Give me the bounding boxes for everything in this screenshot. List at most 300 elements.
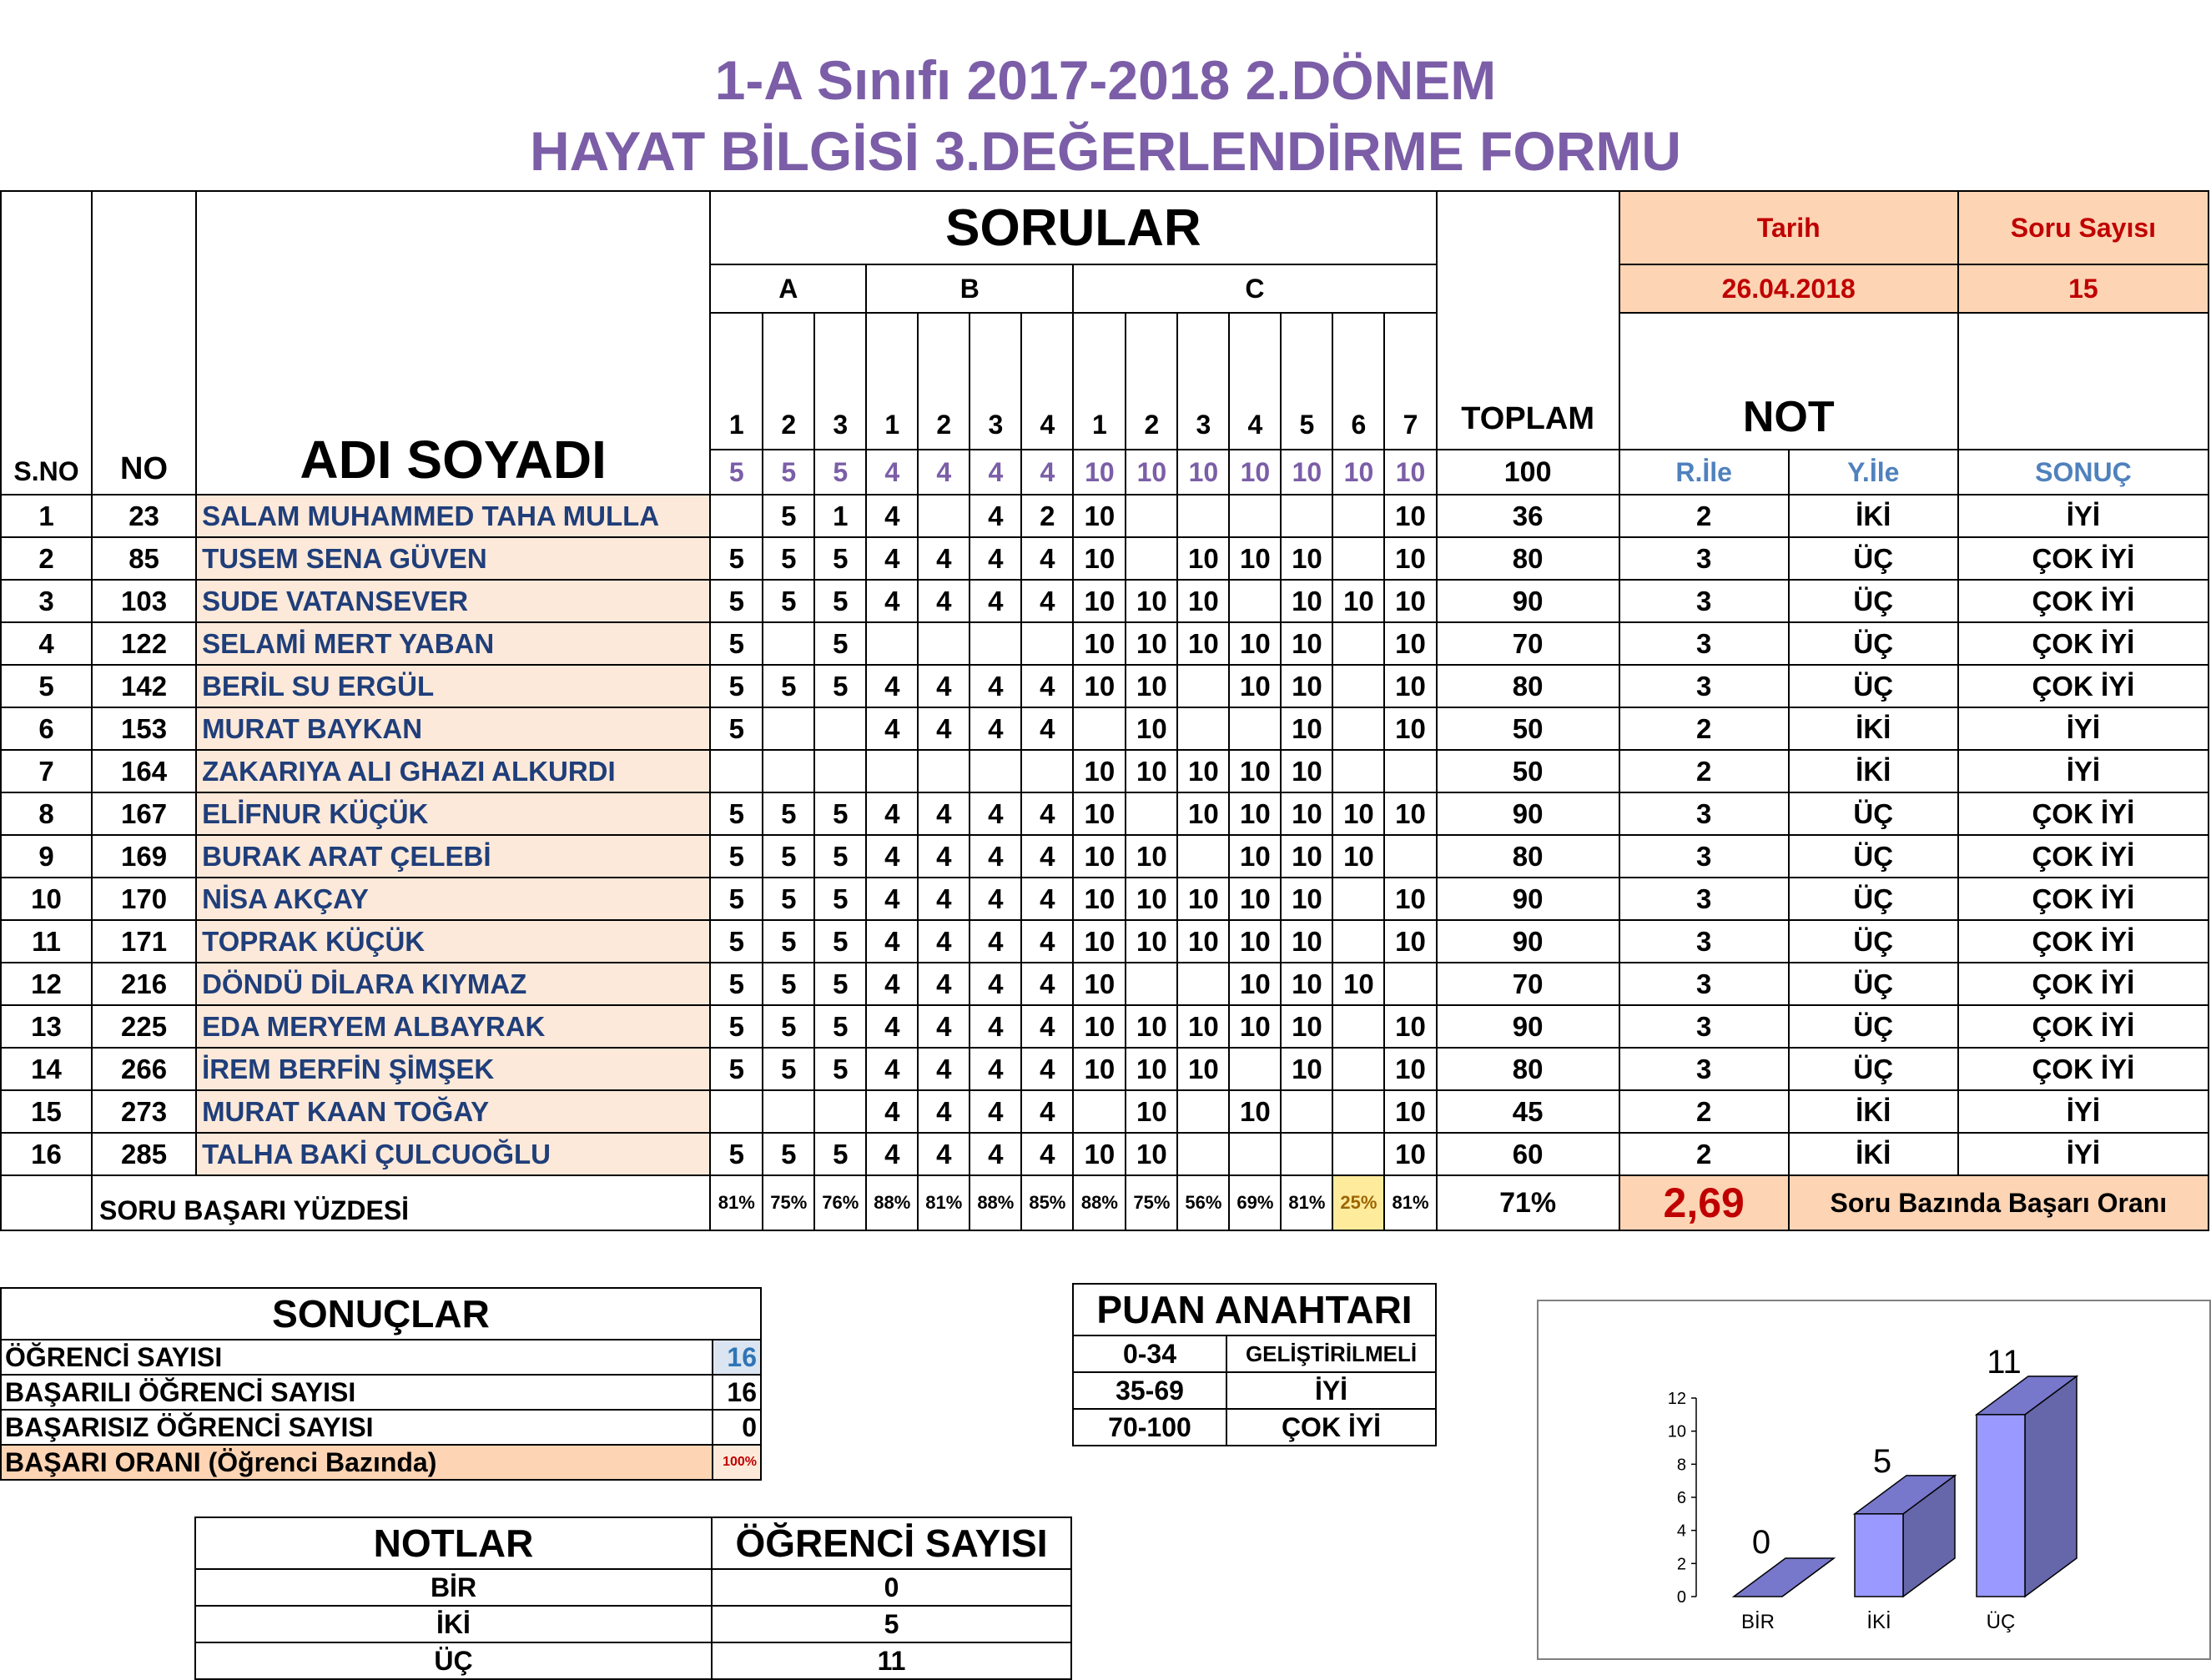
student-name: BURAK ARAT ÇELEBİ (196, 835, 710, 878)
category-label: BİR (1740, 1611, 1775, 1633)
student-score: 5 (814, 1005, 866, 1048)
student-sonuc: ÇOK İYİ (1958, 537, 2208, 580)
header-not: NOT (1619, 313, 1958, 450)
question-success-percent: 88% (866, 1175, 918, 1230)
student-score: 4 (918, 963, 970, 1005)
student-no: 285 (92, 1133, 196, 1175)
student-score: 5 (710, 920, 763, 963)
student-score (1177, 707, 1229, 750)
student-score: 10 (1126, 1133, 1177, 1175)
student-score (1281, 1133, 1332, 1175)
student-score: 10 (1384, 1133, 1436, 1175)
student-score: 4 (866, 963, 918, 1005)
student-name: SELAMİ MERT YABAN (196, 622, 710, 665)
student-row (1, 1048, 2208, 1090)
student-name: İREM BERFİN ŞİMŞEK (196, 1048, 710, 1090)
question-success-percent: 81% (918, 1175, 970, 1230)
student-rile: 3 (1619, 835, 1789, 878)
student-score: 4 (1021, 1005, 1073, 1048)
student-score (710, 1090, 763, 1133)
student-score (1332, 665, 1384, 707)
student-score: 5 (710, 537, 763, 580)
score-key-row (1073, 1409, 1436, 1446)
question-group-a: A (710, 264, 866, 313)
student-no: 216 (92, 963, 196, 1005)
student-score: 4 (866, 1048, 918, 1090)
student-rile: 3 (1619, 580, 1789, 622)
student-score: 4 (918, 537, 970, 580)
student-rile: 2 (1619, 495, 1789, 537)
results-label: BAŞARISIZ ÖĞRENCİ SAYISI (1, 1410, 713, 1445)
student-score: 5 (710, 622, 763, 665)
student-score: 10 (1281, 1048, 1332, 1090)
student-sno: 12 (1, 963, 92, 1005)
student-score: 10 (1281, 792, 1332, 835)
question-number: 2 (763, 313, 814, 450)
student-score: 4 (970, 792, 1021, 835)
student-score: 10 (1229, 750, 1281, 792)
student-score: 10 (1073, 622, 1126, 665)
student-rile: 2 (1619, 1133, 1789, 1175)
student-total: 80 (1437, 537, 1619, 580)
student-score (1177, 1133, 1229, 1175)
question-points: 4 (970, 450, 1021, 495)
student-score: 10 (1073, 878, 1126, 920)
student-sonuc: ÇOK İYİ (1958, 1005, 2208, 1048)
student-score (866, 750, 918, 792)
student-total: 70 (1437, 622, 1619, 665)
student-score: 5 (763, 537, 814, 580)
grade-count: 5 (712, 1606, 1071, 1642)
results-row (1, 1445, 761, 1480)
y-tick-label: 8 (1676, 1456, 1686, 1475)
student-rile: 3 (1619, 537, 1789, 580)
student-score: 4 (1021, 792, 1073, 835)
student-score: 5 (710, 878, 763, 920)
student-score: 5 (763, 1133, 814, 1175)
tarih-value: 26.04.2018 (1619, 264, 1958, 313)
student-score (763, 707, 814, 750)
student-score: 5 (763, 878, 814, 920)
student-score: 10 (1384, 495, 1436, 537)
student-score: 5 (763, 920, 814, 963)
student-score: 5 (710, 1005, 763, 1048)
grades-row (195, 1642, 1071, 1679)
student-score: 10 (1073, 580, 1126, 622)
student-row (1, 835, 2208, 878)
student-score: 4 (1021, 1048, 1073, 1090)
question-number: 4 (1021, 313, 1073, 450)
student-score: 5 (763, 835, 814, 878)
student-no: 103 (92, 580, 196, 622)
student-score (918, 750, 970, 792)
student-score: 10 (1177, 1048, 1229, 1090)
student-score: 4 (970, 580, 1021, 622)
student-score: 5 (710, 835, 763, 878)
results-title: SONUÇLAR (1, 1288, 761, 1340)
student-score: 10 (1073, 537, 1126, 580)
student-score: 4 (866, 878, 918, 920)
student-total: 50 (1437, 750, 1619, 792)
student-no: 170 (92, 878, 196, 920)
student-row (1, 622, 2208, 665)
header-toplam: TOPLAM (1437, 191, 1619, 450)
student-rile: 2 (1619, 707, 1789, 750)
question-number: 6 (1332, 313, 1384, 450)
student-score: 10 (1229, 920, 1281, 963)
student-score: 10 (1384, 920, 1436, 963)
student-no: 171 (92, 920, 196, 963)
student-score: 10 (1384, 580, 1436, 622)
question-number: 2 (918, 313, 970, 450)
results-label: BAŞARI ORANI (Öğrenci Bazında) (1, 1445, 713, 1480)
grades-header-count: ÖĞRENCİ SAYISI (712, 1517, 1071, 1569)
student-score: 5 (814, 878, 866, 920)
student-score: 4 (918, 835, 970, 878)
student-no: 169 (92, 835, 196, 878)
student-score: 4 (970, 537, 1021, 580)
student-score: 10 (1126, 835, 1177, 878)
student-score (1332, 1048, 1384, 1090)
question-points: 10 (1229, 450, 1281, 495)
student-score: 10 (1229, 665, 1281, 707)
student-rile: 3 (1619, 878, 1789, 920)
student-yile: ÜÇ (1789, 580, 1958, 622)
student-sno: 16 (1, 1133, 92, 1175)
student-score: 4 (970, 707, 1021, 750)
student-score: 10 (1229, 792, 1281, 835)
question-points: 4 (866, 450, 918, 495)
header-soru-sayisi: Soru Sayısı (1958, 191, 2208, 264)
student-yile: ÜÇ (1789, 1048, 1958, 1090)
student-row (1, 1133, 2208, 1175)
student-score (814, 1090, 866, 1133)
student-score: 4 (970, 920, 1021, 963)
student-score: 4 (866, 792, 918, 835)
header-sonuc: SONUÇ (1958, 450, 2208, 495)
grades-row (195, 1606, 1071, 1642)
student-sonuc: İYİ (1958, 1133, 2208, 1175)
student-row (1, 665, 2208, 707)
results-row (1, 1375, 761, 1410)
student-name: ELİFNUR KÜÇÜK (196, 792, 710, 835)
header-tarih: Tarih (1619, 191, 1958, 264)
student-score: 4 (918, 580, 970, 622)
student-score: 5 (814, 920, 866, 963)
student-score: 4 (866, 1090, 918, 1133)
student-sno: 7 (1, 750, 92, 792)
student-rile: 3 (1619, 792, 1789, 835)
student-sno: 9 (1, 835, 92, 878)
student-score: 4 (866, 920, 918, 963)
student-name: NİSA AKÇAY (196, 878, 710, 920)
student-score (866, 622, 918, 665)
student-score: 5 (763, 963, 814, 1005)
y-tick-label: 4 (1676, 1522, 1686, 1541)
header-yile: Y.İle (1789, 450, 1958, 495)
student-name: TALHA BAKİ ÇULCUOĞLU (196, 1133, 710, 1175)
student-score: 5 (814, 622, 866, 665)
student-score: 10 (1384, 792, 1436, 835)
student-score: 1 (814, 495, 866, 537)
student-score: 10 (1126, 750, 1177, 792)
student-sonuc: ÇOK İYİ (1958, 622, 2208, 665)
score-key-label: GELİŞTİRİLMELİ (1226, 1335, 1436, 1372)
student-yile: İKİ (1789, 707, 1958, 750)
student-sno: 14 (1, 1048, 92, 1090)
student-score: 10 (1126, 1090, 1177, 1133)
student-score (1384, 835, 1436, 878)
bar-value-label: 5 (1872, 1442, 1892, 1480)
student-score (918, 622, 970, 665)
student-score: 4 (970, 1133, 1021, 1175)
student-score: 10 (1126, 1005, 1177, 1048)
student-score: 4 (970, 1090, 1021, 1133)
score-key-range: 35-69 (1073, 1372, 1226, 1409)
average-grade-label: Soru Bazında Başarı Oranı (1789, 1175, 2208, 1230)
student-no: 225 (92, 1005, 196, 1048)
student-score (1281, 495, 1332, 537)
student-name: ZAKARIYA ALI GHAZI ALKURDI (196, 750, 710, 792)
y-tick-label: 2 (1676, 1555, 1686, 1574)
score-key-label: ÇOK İYİ (1226, 1409, 1436, 1446)
student-row (1, 1090, 2208, 1133)
student-score: 10 (1281, 707, 1332, 750)
student-score: 10 (1073, 750, 1126, 792)
student-total: 60 (1437, 1133, 1619, 1175)
student-score (970, 750, 1021, 792)
student-score: 10 (1126, 920, 1177, 963)
student-no: 23 (92, 495, 196, 537)
student-total: 80 (1437, 1048, 1619, 1090)
student-score: 10 (1384, 1005, 1436, 1048)
student-sonuc: ÇOK İYİ (1958, 792, 2208, 835)
student-score (1384, 750, 1436, 792)
student-yile: ÜÇ (1789, 622, 1958, 665)
student-rile: 3 (1619, 665, 1789, 707)
results-value: 16 (713, 1340, 761, 1375)
student-score: 4 (1021, 835, 1073, 878)
student-score (1177, 963, 1229, 1005)
student-name: BERİL SU ERGÜL (196, 665, 710, 707)
student-score: 4 (866, 580, 918, 622)
student-yile: İKİ (1789, 1090, 1958, 1133)
category-label: İKİ (1866, 1611, 1891, 1633)
score-key-row (1073, 1372, 1436, 1409)
student-score: 10 (1073, 1005, 1126, 1048)
grade-label: ÜÇ (195, 1642, 712, 1679)
question-number: 1 (710, 313, 763, 450)
student-score: 4 (866, 537, 918, 580)
student-row (1, 537, 2208, 580)
student-score: 4 (1021, 707, 1073, 750)
student-score: 5 (763, 580, 814, 622)
student-score (1384, 963, 1436, 1005)
student-sno: 11 (1, 920, 92, 963)
student-score: 10 (1126, 665, 1177, 707)
student-score (1021, 622, 1073, 665)
student-score: 10 (1073, 963, 1126, 1005)
score-key-range: 70-100 (1073, 1409, 1226, 1446)
student-row (1, 792, 2208, 835)
student-score: 10 (1384, 1090, 1436, 1133)
results-label: ÖĞRENCİ SAYISI (1, 1340, 713, 1375)
category-label: ÜÇ (1986, 1611, 2016, 1633)
student-row (1, 878, 2208, 920)
question-number: 3 (1177, 313, 1229, 450)
student-score: 10 (1126, 580, 1177, 622)
results-row (1, 1340, 761, 1375)
question-success-percent: 81% (1281, 1175, 1332, 1230)
student-score: 4 (1021, 1090, 1073, 1133)
score-key-table (1072, 1283, 1437, 1446)
student-score: 10 (1281, 665, 1332, 707)
score-key-row (1073, 1335, 1436, 1372)
student-row (1, 495, 2208, 537)
student-score: 5 (814, 665, 866, 707)
grade-table (0, 190, 2209, 1231)
question-points: 4 (918, 450, 970, 495)
student-score: 2 (1021, 495, 1073, 537)
student-score: 10 (1229, 878, 1281, 920)
student-score: 5 (710, 1133, 763, 1175)
question-success-percent: 85% (1021, 1175, 1073, 1230)
student-score: 10 (1281, 835, 1332, 878)
student-yile: İKİ (1789, 750, 1958, 792)
question-success-percent: 76% (814, 1175, 866, 1230)
question-success-percent: 88% (970, 1175, 1021, 1230)
y-tick-label: 6 (1676, 1489, 1686, 1507)
student-name: EDA MERYEM ALBAYRAK (196, 1005, 710, 1048)
student-rile: 3 (1619, 622, 1789, 665)
student-no: 153 (92, 707, 196, 750)
student-score (1281, 1090, 1332, 1133)
student-sno: 3 (1, 580, 92, 622)
student-score: 4 (1021, 665, 1073, 707)
student-score: 5 (763, 792, 814, 835)
question-points: 10 (1126, 450, 1177, 495)
student-score: 5 (710, 792, 763, 835)
student-sonuc: ÇOK İYİ (1958, 1048, 2208, 1090)
student-sonuc: İYİ (1958, 1090, 2208, 1133)
student-score: 10 (1384, 537, 1436, 580)
student-score: 4 (970, 495, 1021, 537)
student-score: 10 (1177, 878, 1229, 920)
y-tick-label: 0 (1676, 1588, 1686, 1607)
student-score: 10 (1177, 580, 1229, 622)
student-score (1332, 878, 1384, 920)
student-score: 10 (1126, 878, 1177, 920)
student-yile: ÜÇ (1789, 963, 1958, 1005)
student-score: 4 (970, 665, 1021, 707)
student-score (1021, 750, 1073, 792)
student-score (710, 750, 763, 792)
student-rile: 2 (1619, 750, 1789, 792)
student-score (1177, 495, 1229, 537)
student-score: 4 (866, 495, 918, 537)
student-score: 10 (1384, 665, 1436, 707)
student-row (1, 963, 2208, 1005)
student-row (1, 920, 2208, 963)
student-rile: 3 (1619, 1048, 1789, 1090)
student-score: 10 (1073, 1048, 1126, 1090)
student-yile: İKİ (1789, 1133, 1958, 1175)
student-score (1332, 537, 1384, 580)
student-name: TUSEM SENA GÜVEN (196, 537, 710, 580)
question-success-percent: 81% (1384, 1175, 1436, 1230)
student-rile: 3 (1619, 963, 1789, 1005)
student-score: 4 (970, 835, 1021, 878)
student-name: TOPRAK KÜÇÜK (196, 920, 710, 963)
student-name: SUDE VATANSEVER (196, 580, 710, 622)
student-yile: ÜÇ (1789, 835, 1958, 878)
student-score: 10 (1177, 537, 1229, 580)
student-score: 10 (1177, 1005, 1229, 1048)
student-score: 5 (814, 792, 866, 835)
score-key-label: İYİ (1226, 1372, 1436, 1409)
student-sonuc: ÇOK İYİ (1958, 878, 2208, 920)
student-score: 5 (710, 665, 763, 707)
student-score: 10 (1177, 792, 1229, 835)
student-sno: 10 (1, 878, 92, 920)
student-score: 4 (918, 920, 970, 963)
question-points: 10 (1332, 450, 1384, 495)
student-sno: 13 (1, 1005, 92, 1048)
success-percent-label: SORU BAŞARI YÜZDESİ (92, 1175, 710, 1230)
student-score: 4 (866, 1133, 918, 1175)
student-score (1332, 1090, 1384, 1133)
student-sno: 5 (1, 665, 92, 707)
student-score: 10 (1229, 1005, 1281, 1048)
score-key-range: 0-34 (1073, 1335, 1226, 1372)
student-score (710, 495, 763, 537)
question-points: 4 (1021, 450, 1073, 495)
student-row (1, 1005, 2208, 1048)
student-score: 10 (1281, 580, 1332, 622)
student-sno: 8 (1, 792, 92, 835)
student-score (763, 750, 814, 792)
results-row (1, 1410, 761, 1445)
student-sonuc: ÇOK İYİ (1958, 580, 2208, 622)
grades-header-notlar: NOTLAR (195, 1517, 712, 1569)
student-score: 10 (1281, 1005, 1332, 1048)
header-rile: R.İle (1619, 450, 1789, 495)
student-score (1332, 1133, 1384, 1175)
header-no: NO (92, 191, 196, 495)
student-score: 10 (1332, 580, 1384, 622)
student-total: 90 (1437, 1005, 1619, 1048)
grades-table (194, 1517, 1072, 1680)
student-score (1126, 792, 1177, 835)
student-total: 50 (1437, 707, 1619, 750)
student-yile: ÜÇ (1789, 1005, 1958, 1048)
student-sonuc: İYİ (1958, 750, 2208, 792)
question-success-percent: 75% (763, 1175, 814, 1230)
student-score: 4 (1021, 1133, 1073, 1175)
student-sonuc: ÇOK İYİ (1958, 963, 2208, 1005)
student-total: 70 (1437, 963, 1619, 1005)
question-number: 1 (866, 313, 918, 450)
student-sno: 15 (1, 1090, 92, 1133)
question-number: 2 (1126, 313, 1177, 450)
student-total: 90 (1437, 920, 1619, 963)
question-points: 5 (710, 450, 763, 495)
student-score (814, 707, 866, 750)
student-score: 4 (1021, 580, 1073, 622)
student-score: 10 (1073, 792, 1126, 835)
average-grade: 2,69 (1619, 1175, 1789, 1230)
student-score (1177, 665, 1229, 707)
